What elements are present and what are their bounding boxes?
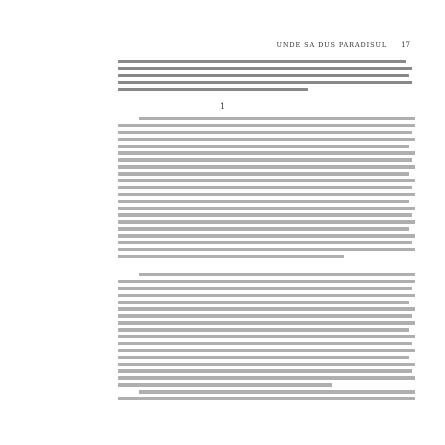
text-line <box>118 376 415 379</box>
text-line <box>118 349 415 352</box>
running-title: UNDE SA DUS PARADISUL <box>276 41 388 49</box>
text-line <box>118 255 344 258</box>
text-line <box>118 321 415 324</box>
text-line <box>118 314 412 317</box>
text-line <box>118 165 415 168</box>
text-line <box>118 67 412 70</box>
section-marker: 1 <box>219 102 226 111</box>
text-line <box>118 124 415 127</box>
text-line <box>118 241 412 244</box>
text-line <box>118 301 409 304</box>
text-line <box>118 397 415 400</box>
text-line <box>118 172 409 175</box>
text-line <box>139 390 415 393</box>
text-line <box>118 287 412 290</box>
text-line <box>118 74 409 77</box>
text-line <box>118 186 412 189</box>
text-line <box>118 131 412 134</box>
text-line <box>118 369 412 372</box>
text-line <box>118 307 415 310</box>
page-number: 17 <box>401 41 410 49</box>
text-line <box>118 234 415 237</box>
text-line <box>118 220 415 223</box>
text-line <box>118 60 406 63</box>
text-line <box>118 158 412 161</box>
text-line <box>118 200 409 203</box>
text-line <box>118 179 415 182</box>
text-line <box>118 151 415 154</box>
paragraph-3 <box>118 273 415 404</box>
text-line <box>118 193 415 196</box>
running-header <box>120 41 410 49</box>
text-line <box>118 280 415 283</box>
text-line <box>139 273 415 276</box>
text-line <box>118 248 415 251</box>
text-line <box>118 207 415 210</box>
text-line <box>118 342 412 345</box>
text-line <box>118 145 409 148</box>
text-line <box>118 328 409 331</box>
text-line <box>118 138 415 141</box>
text-line <box>118 383 332 386</box>
text-line <box>118 294 415 297</box>
text-line <box>118 88 308 91</box>
paragraph-1 <box>118 60 415 94</box>
text-line <box>118 363 415 366</box>
text-line <box>118 356 409 359</box>
text-line <box>118 81 412 84</box>
text-line <box>118 213 412 216</box>
text-line <box>118 227 409 230</box>
paragraph-2 <box>118 117 415 262</box>
text-line <box>139 117 415 120</box>
text-line <box>118 335 415 338</box>
